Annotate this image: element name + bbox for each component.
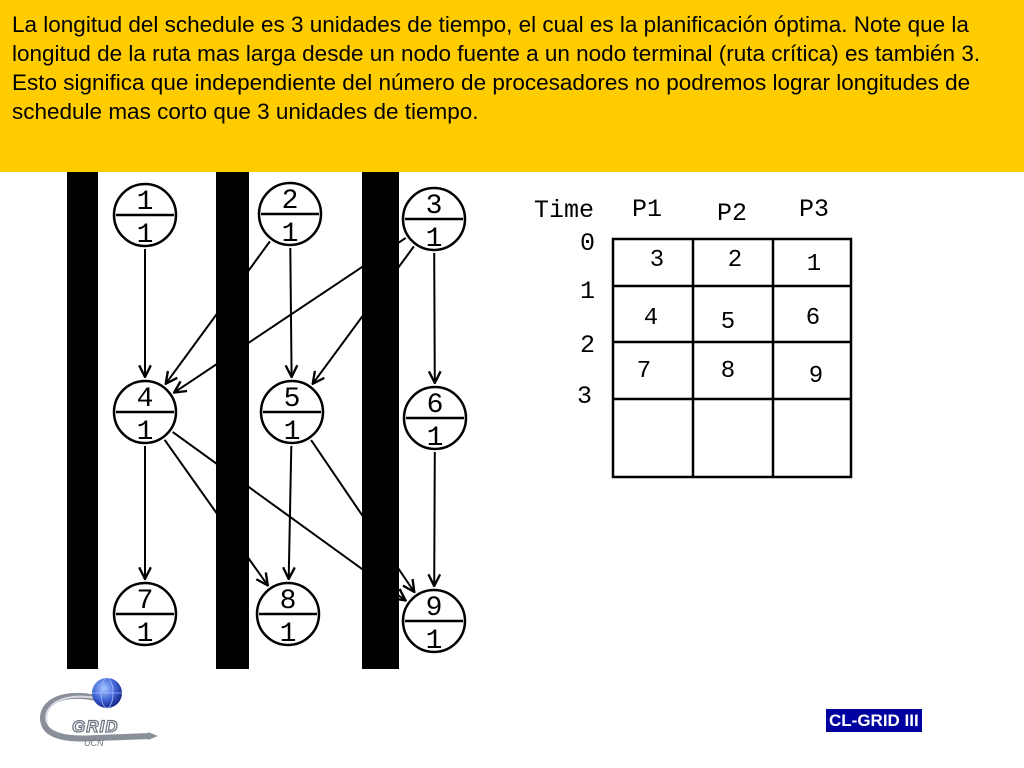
node-weight: 1: [136, 417, 154, 448]
node-id: 7: [136, 586, 154, 617]
schedule-cell: 9: [808, 363, 824, 390]
node-id: 1: [136, 187, 154, 218]
schedule-cell: 8: [720, 358, 736, 385]
processor-band-1: [67, 172, 98, 669]
schedule-cell: 5: [720, 309, 736, 336]
task-node-2: [259, 183, 321, 250]
time-mark-2: 2: [580, 331, 596, 360]
processor-label-p3: P3: [799, 195, 830, 224]
node-weight: 1: [426, 423, 444, 454]
processor-band-2: [216, 172, 249, 669]
cl-grid-badge: CL-GRID III: [826, 709, 922, 732]
task-node-5: [261, 381, 323, 448]
schedule-table: [534, 195, 851, 477]
task-node-7: [114, 583, 176, 650]
schedule-cell: 1: [806, 251, 822, 278]
node-weight: 1: [425, 626, 443, 657]
task-node-6: [404, 387, 466, 454]
logo-arrow-icon: [148, 732, 158, 740]
grid-logo: [38, 676, 170, 748]
logo-subtext: UCN: [84, 738, 104, 748]
node-id: 5: [283, 384, 301, 415]
node-weight: 1: [136, 619, 154, 650]
edge-6-9: [434, 452, 435, 586]
processor-label-p2: P2: [717, 199, 748, 228]
edge-3-6: [434, 253, 435, 383]
task-node-1: [114, 184, 176, 251]
schedule-cell: 3: [649, 247, 665, 274]
node-id: 8: [279, 586, 297, 617]
node-id: 6: [426, 390, 444, 421]
task-node-9: [403, 590, 465, 657]
time-mark-1: 1: [580, 277, 596, 306]
node-id: 4: [136, 384, 154, 415]
edge-5-8: [289, 446, 292, 579]
time-mark-0: 0: [580, 229, 596, 258]
node-id: 2: [281, 186, 299, 217]
node-weight: 1: [425, 224, 443, 255]
node-weight: 1: [283, 417, 301, 448]
schedule-cell: 4: [643, 305, 659, 332]
schedule-cell: 7: [636, 358, 652, 385]
task-node-8: [257, 583, 319, 650]
node-id: 9: [425, 593, 443, 624]
schedule-cell: 6: [805, 305, 821, 332]
processor-label-p1: P1: [632, 195, 663, 224]
task-node-3: [403, 188, 465, 255]
time-header: Time: [534, 196, 595, 225]
edge-2-5: [290, 248, 291, 377]
banner-text: La longitud del schedule es 3 unidades de tiempo, el cual es la planificación óptima. Note que la longitud de la ruta mas larga desde un nodo fuente a un nodo terminal (ruta crítica) es también 3. Esto significa que independiente del número de procesadores no podremos lograr longitudes de schedule mas corto que 3 unidades de tiempo.: [12, 12, 981, 124]
time-mark-3: 3: [577, 382, 593, 411]
node-id: 3: [425, 191, 443, 222]
schedule-cell: 2: [727, 247, 743, 274]
logo-text: GRID: [72, 717, 119, 736]
node-weight: 1: [136, 220, 154, 251]
task-node-4: [114, 381, 176, 448]
node-weight: 1: [281, 219, 299, 250]
node-weight: 1: [279, 619, 297, 650]
